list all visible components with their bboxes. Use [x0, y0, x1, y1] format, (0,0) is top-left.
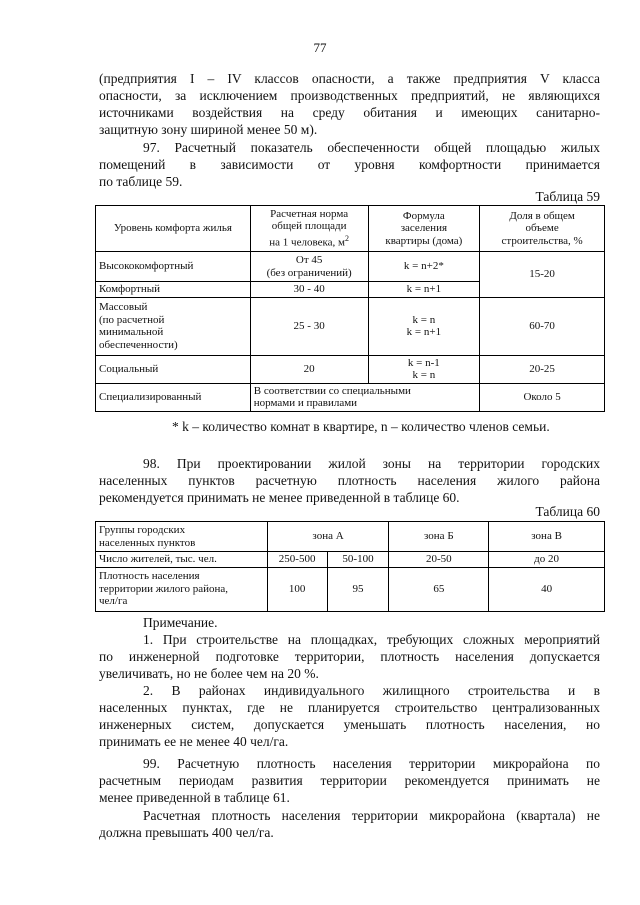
table-cell	[250, 252, 368, 282]
header-cell: зона А	[267, 522, 389, 552]
cell-text: нормами и правилами	[253, 397, 358, 409]
text-line: населенных пунктах, где не планируется строительство централизованных	[99, 700, 600, 715]
cell-text: Массовый	[99, 301, 148, 313]
text-line: 2. В районах индивидуального жилищного строительства и в	[143, 683, 600, 698]
table-row	[96, 297, 605, 355]
table-59	[95, 205, 605, 412]
header-cell	[480, 206, 605, 252]
cell-text: k = n	[412, 369, 436, 381]
text-line: населенных пунктов расчетную плотность населения жилого района	[99, 473, 600, 488]
table-row	[96, 567, 605, 611]
table-row	[96, 552, 605, 568]
table-cell: 100	[267, 567, 327, 611]
cell-text: От 45	[295, 254, 323, 266]
page-number: 77	[313, 40, 327, 55]
table-cell: 95	[327, 567, 389, 611]
text-line: защитную зону шириной менее 50 м).	[99, 122, 318, 137]
table-cell	[250, 383, 479, 411]
text-line: 1. При строительстве на площадках, требующих сложных мероприятий	[143, 632, 600, 647]
table-row	[96, 252, 605, 282]
header-text: заселения	[400, 222, 448, 235]
text-line: 98. При проектировании жилой зоны на территории городских	[143, 456, 600, 471]
note-section	[99, 614, 600, 750]
header-cell	[96, 522, 268, 552]
table-59-caption: Таблица 59	[535, 189, 600, 204]
paragraph-97	[99, 139, 600, 190]
header-text: населенных пунктов	[99, 536, 196, 549]
cell-text: обеспеченности)	[99, 338, 178, 351]
header-cell: зона Б	[389, 522, 489, 552]
header-text: объеме	[525, 222, 559, 235]
text-line: источниками воздействия на среду обитания и имеющих санитарно-	[99, 105, 600, 120]
header-text: квартиры (дома)	[385, 234, 463, 247]
text-line: по инженерной подготовке территории, плотность населения допускается	[99, 649, 600, 664]
cell-text: минимальной	[99, 326, 164, 338]
table-cell: Специализированный	[96, 383, 251, 411]
text-line: рекомендуется принимать не менее приведенной в таблице 60.	[99, 490, 460, 505]
table-cell: 30 - 40	[250, 282, 368, 298]
note-title: Примечание.	[143, 615, 218, 630]
table-cell	[96, 567, 268, 611]
text-line: 97. Расчетный показатель обеспеченности общей площадью жилых	[143, 140, 600, 155]
header-text: Формула	[402, 209, 445, 222]
table-header-row	[96, 206, 605, 252]
text-line: 99. Расчетную плотность населения территории микрорайона по	[143, 756, 600, 771]
paragraph-99	[99, 755, 600, 806]
header-text: Группы городских	[99, 524, 186, 536]
text-line: (предприятия I – IV классов опасности, а также предприятия V класса	[99, 71, 600, 86]
text-line: инженерных систем, допускается уменьшать плотность населения, но	[99, 717, 600, 732]
header-cell	[368, 206, 480, 252]
cell-text: k = n-1	[407, 356, 440, 369]
header-cell	[250, 206, 368, 252]
cell-text: (без ограничений)	[266, 266, 352, 279]
text-line: по таблице 59.	[99, 174, 183, 189]
header-text: Расчетная норма	[270, 207, 349, 220]
header-cell: Уровень комфорта жилья	[96, 206, 251, 252]
cell-text: В соответствии со специальными	[253, 384, 411, 397]
table-row	[96, 355, 605, 383]
table-60	[95, 521, 605, 612]
table-cell: 20-50	[389, 552, 489, 568]
header-text: 2	[345, 233, 349, 243]
table-cell: 20	[250, 355, 368, 383]
cell-text: Плотность населения	[99, 570, 200, 583]
cell-text: (по расчетной	[99, 313, 165, 326]
table-cell	[368, 355, 480, 383]
table-cell: 65	[389, 567, 489, 611]
text-line: опасности, за исключением производственных предприятий, не являющихся	[99, 88, 600, 103]
header-cell: зона В	[489, 522, 605, 552]
table-cell: 15-20	[480, 252, 605, 298]
header-text: строительства, %	[501, 234, 583, 247]
table-cell	[368, 297, 480, 355]
table-cell: 50-100	[327, 552, 389, 568]
text-line: должна превышать 400 чел/га.	[99, 825, 274, 840]
text-line: принимать ее не менее 40 чел/га.	[99, 734, 289, 749]
table-cell: Высококомфортный	[96, 252, 251, 282]
text-line: менее приведенной в таблице 61.	[99, 790, 290, 805]
table-60-caption: Таблица 60	[535, 504, 600, 519]
table-cell	[96, 297, 251, 355]
table-cell: 25 - 30	[250, 297, 368, 355]
table-cell: 40	[489, 567, 605, 611]
cell-text: k = n+1	[406, 326, 442, 338]
table-cell: Около 5	[480, 383, 605, 411]
table-header-row	[96, 522, 605, 552]
cell-text: k = n	[412, 313, 436, 326]
table-cell: 20-25	[480, 355, 605, 383]
table-cell: 60-70	[480, 297, 605, 355]
intro-paragraph	[99, 70, 600, 138]
text-line: помещений в зависимости от уровня комфортности принимается	[99, 157, 600, 172]
table-cell: Число жителей, тыс. чел.	[96, 552, 268, 568]
text-line: расчетным периодам развития территории рекомендуется принимать не	[99, 773, 600, 788]
header-text: общей площади	[271, 220, 347, 233]
table-cell: k = n+1	[368, 282, 480, 298]
table-cell: 250-500	[267, 552, 327, 568]
table-cell: k = n+2*	[368, 252, 480, 282]
table-cell: Комфортный	[96, 282, 251, 298]
text-line: Расчетная плотность населения территории микрорайона (квартала) не	[143, 808, 600, 823]
table-59-footnote: * k – количество комнат в квартире, n – количество членов семьи.	[172, 419, 550, 434]
table-cell: Социальный	[96, 355, 251, 383]
table-cell: до 20	[489, 552, 605, 568]
table-row	[96, 383, 605, 411]
header-text: на 1 человека, м	[269, 236, 345, 249]
header-text: Доля в общем	[509, 209, 575, 222]
cell-text: чел/га	[99, 595, 128, 608]
paragraph-98	[99, 455, 600, 506]
text-line: увеличивать, но не более чем на 20 %.	[99, 666, 319, 681]
cell-text: территории жилого района,	[99, 582, 229, 595]
final-paragraph	[99, 807, 600, 841]
